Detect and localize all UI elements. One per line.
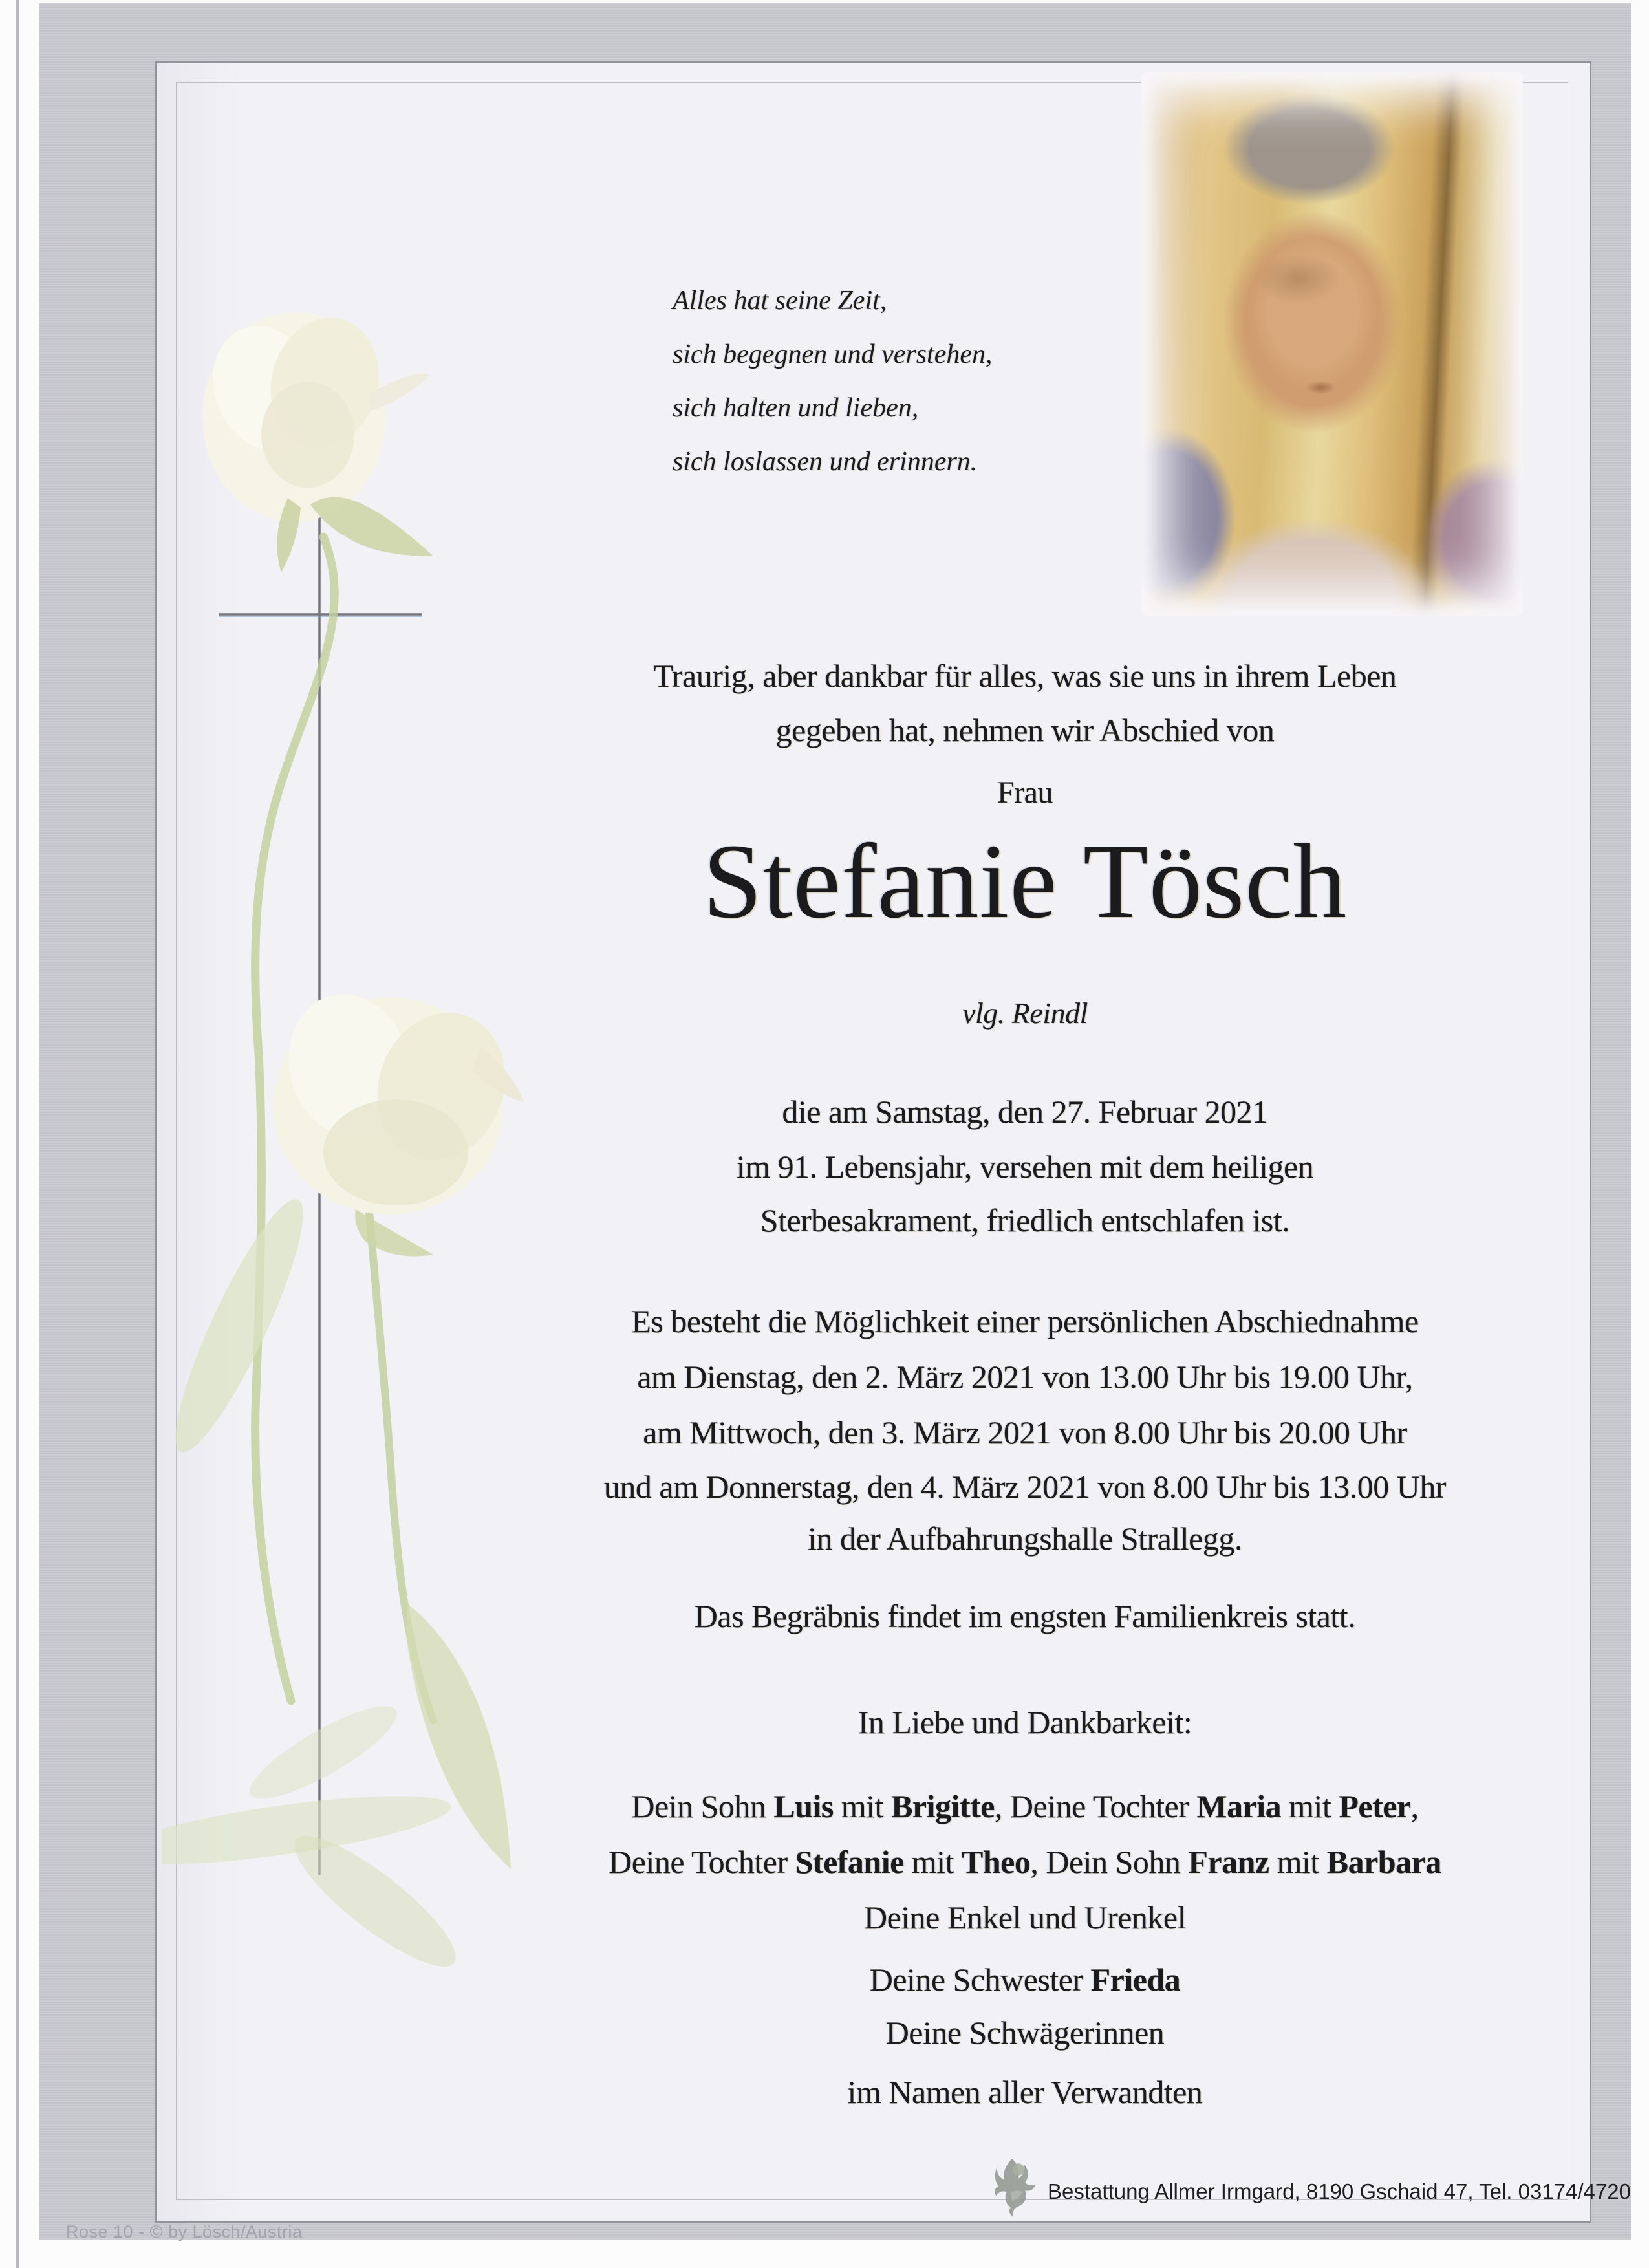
passing-line-2: im 91. Lebensjahr, versehen mit dem heiligen bbox=[736, 1149, 1314, 1185]
name-segment: Barbara bbox=[1326, 1844, 1441, 1880]
name-segment: , Dein Sohn bbox=[1030, 1844, 1189, 1880]
name-segment: mit bbox=[1269, 1844, 1327, 1880]
scanner-edge-shadow bbox=[16, 0, 19, 2268]
relatives-line-grandchildren: Deine Enkel und Urenkel bbox=[863, 1899, 1187, 1936]
family-line-1 bbox=[453, 1787, 1597, 1825]
poem-line: Alles hat seine Zeit, bbox=[673, 286, 887, 316]
name-segment: mit bbox=[1281, 1788, 1339, 1824]
rose-bloom-top bbox=[196, 305, 433, 572]
name-segment: Maria bbox=[1196, 1788, 1282, 1824]
viewing-line-2: am Dienstag, den 2. März 2021 von 13.00 Uhr bis 19.00 Uhr, bbox=[637, 1359, 1413, 1395]
vulgo-name: vlg. Reindl bbox=[962, 997, 1088, 1030]
passing-line-3: Sterbesakrament, friedlich entschlafen ist. bbox=[760, 1202, 1290, 1238]
closing-heading: In Liebe und Dankbarkeit: bbox=[857, 1704, 1192, 1740]
relatives-line-sister bbox=[453, 1961, 1597, 1998]
viewing-line-1: Es besteht die Möglichkeit einer persönlichen Abschiednahme bbox=[631, 1303, 1419, 1339]
name-segment: Frieda bbox=[1090, 1961, 1181, 1998]
name-segment: Stefanie bbox=[795, 1844, 904, 1880]
name-segment: Peter bbox=[1339, 1788, 1411, 1824]
name-segment: mit bbox=[833, 1788, 892, 1824]
name-segment: Franz bbox=[1188, 1844, 1269, 1880]
name-segment: Brigitte bbox=[891, 1788, 995, 1824]
name-segment: Deine Schwester bbox=[869, 1961, 1091, 1998]
angel-logo-icon bbox=[992, 2154, 1040, 2219]
passing-line-1: die am Samstag, den 27. Februar 2021 bbox=[782, 1094, 1268, 1130]
portrait-photo bbox=[1141, 72, 1523, 616]
name-segment: Dein Sohn bbox=[631, 1788, 774, 1824]
viewing-line-4: und am Donnerstag, den 4. März 2021 von 8.00 Uhr bis 13.00 Uhr bbox=[603, 1469, 1447, 1505]
intro-line-1: Traurig, aber dankbar für alles, was sie uns in ihrem Leben bbox=[653, 658, 1397, 694]
poem-line: sich loslassen und erinnern. bbox=[673, 447, 978, 477]
name-segment: , bbox=[1410, 1788, 1419, 1824]
deceased-name: Stefanie Tösch bbox=[702, 822, 1348, 940]
name-segment: , Deine Tochter bbox=[994, 1788, 1197, 1824]
salutation: Frau bbox=[997, 775, 1053, 810]
family-line-2 bbox=[453, 1843, 1597, 1881]
name-segment: Luis bbox=[773, 1788, 834, 1824]
viewing-line-3: am Mittwoch, den 3. März 2021 von 8.00 Uhr bis 20.00 Uhr bbox=[643, 1414, 1407, 1451]
name-segment: mit bbox=[903, 1844, 962, 1880]
viewing-line-5: in der Aufbahrungshalle Strallegg. bbox=[808, 1520, 1242, 1557]
intro-line-2: gegeben hat, nehmen wir Abschied von bbox=[775, 712, 1275, 748]
name-segment: Theo bbox=[962, 1844, 1031, 1880]
relatives-line-sisters-in-law: Deine Schwägerinnen bbox=[885, 2014, 1165, 2051]
poem-block bbox=[673, 274, 1112, 489]
funeral-note: Das Begräbnis findet im engsten Familienkreis statt. bbox=[694, 1598, 1356, 1634]
name-segment: Deine Tochter bbox=[609, 1844, 795, 1880]
print-credit: Rose 10 - © by Lösch/Austria bbox=[66, 2222, 303, 2241]
relatives-line-all: im Namen aller Verwandten bbox=[847, 2074, 1203, 2110]
funeral-home-info: Bestattung Allmer Irmgard, 8190 Gschaid 47, Tel. 03174/4720 bbox=[1048, 2179, 1631, 2203]
poem-line: sich begegnen und verstehen, bbox=[673, 340, 993, 369]
poem-line: sich halten und lieben, bbox=[673, 393, 919, 423]
